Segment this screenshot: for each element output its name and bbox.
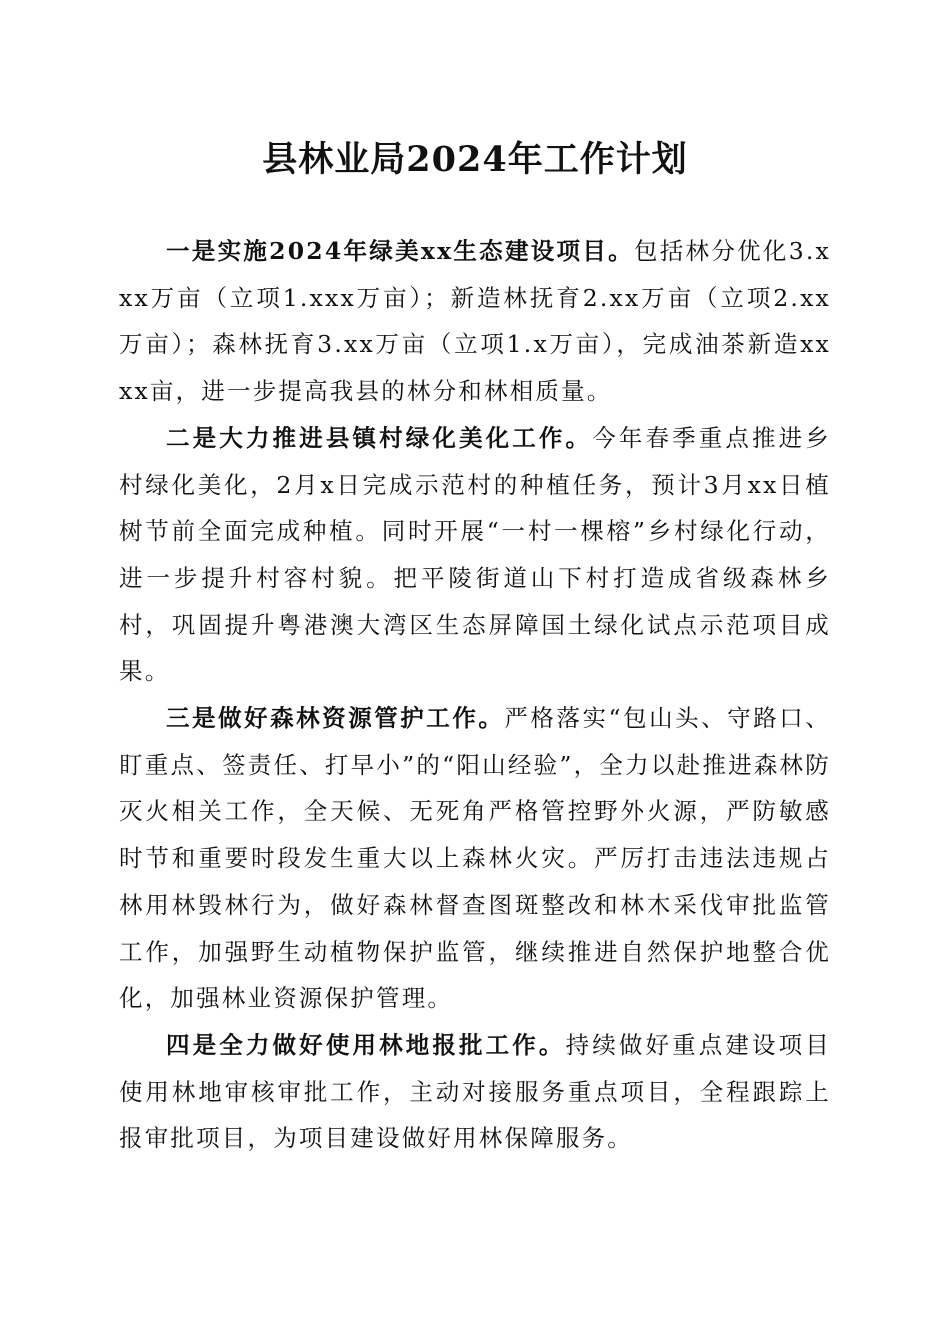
paragraph-lead: 四是全力做好使用林地报批工作。 <box>166 1030 566 1059</box>
paragraph-text: 今年春季重点推进乡村绿化美化，2月x日完成示范村的种植任务，预计3月xx日植树节前全面完成种植。同时开展“一村一棵榕”乡村绿化行动，进一步提升村容村貌。把平陵街道山下村打造成省级森林乡村，巩固提升粤港澳大湾区生态屏障国土绿化试点示范项目成果。 <box>119 423 831 686</box>
paragraph-text: 包括林分优化3.xxx万亩（立项1.xxx万亩）；新造林抚育2.xx万亩（立项2.xx万亩）；森林抚育3.xx万亩（立项1.x万亩），完成油茶新造xxxx亩，进一步提高我县的林分和林相质量。 <box>119 237 831 406</box>
paragraph-lead: 二是大力推进县镇村绿化美化工作。 <box>166 423 593 452</box>
paragraph-text: 严格落实“包山头、守路口、盯重点、签责任、打早小”的“阳山经验”，全力以赴推进森林防灭火相关工作，全天候、无死角严格管控野外火源，严防敏感时节和重要时段发生重大以上森林火灾。严厉打击违法违规占林用林毁林行为，做好森林督查图斑整改和林木采伐审批监管工作，加强野生动植物保护监管，继续推进自然保护地整合优化，加强林业资源保护管理。 <box>119 704 831 1013</box>
paragraph-1 <box>119 228 831 415</box>
paragraph-text: 持续做好重点建设项目使用林地审核审批工作，主动对接服务重点项目，全程跟踪上报审批项目，为项目建设做好用林保障服务。 <box>119 1030 831 1153</box>
document-title: 县林业局2024年工作计划 <box>262 139 688 180</box>
paragraph-4 <box>119 1022 831 1162</box>
paragraph-lead: 三是做好森林资源管护工作。 <box>166 704 505 733</box>
paragraph-lead: 一是实施2024年绿美xx生态建设项目。 <box>166 237 634 265</box>
paragraph-3 <box>119 695 831 1022</box>
document-body <box>119 228 831 1162</box>
paragraph-2 <box>119 415 831 695</box>
